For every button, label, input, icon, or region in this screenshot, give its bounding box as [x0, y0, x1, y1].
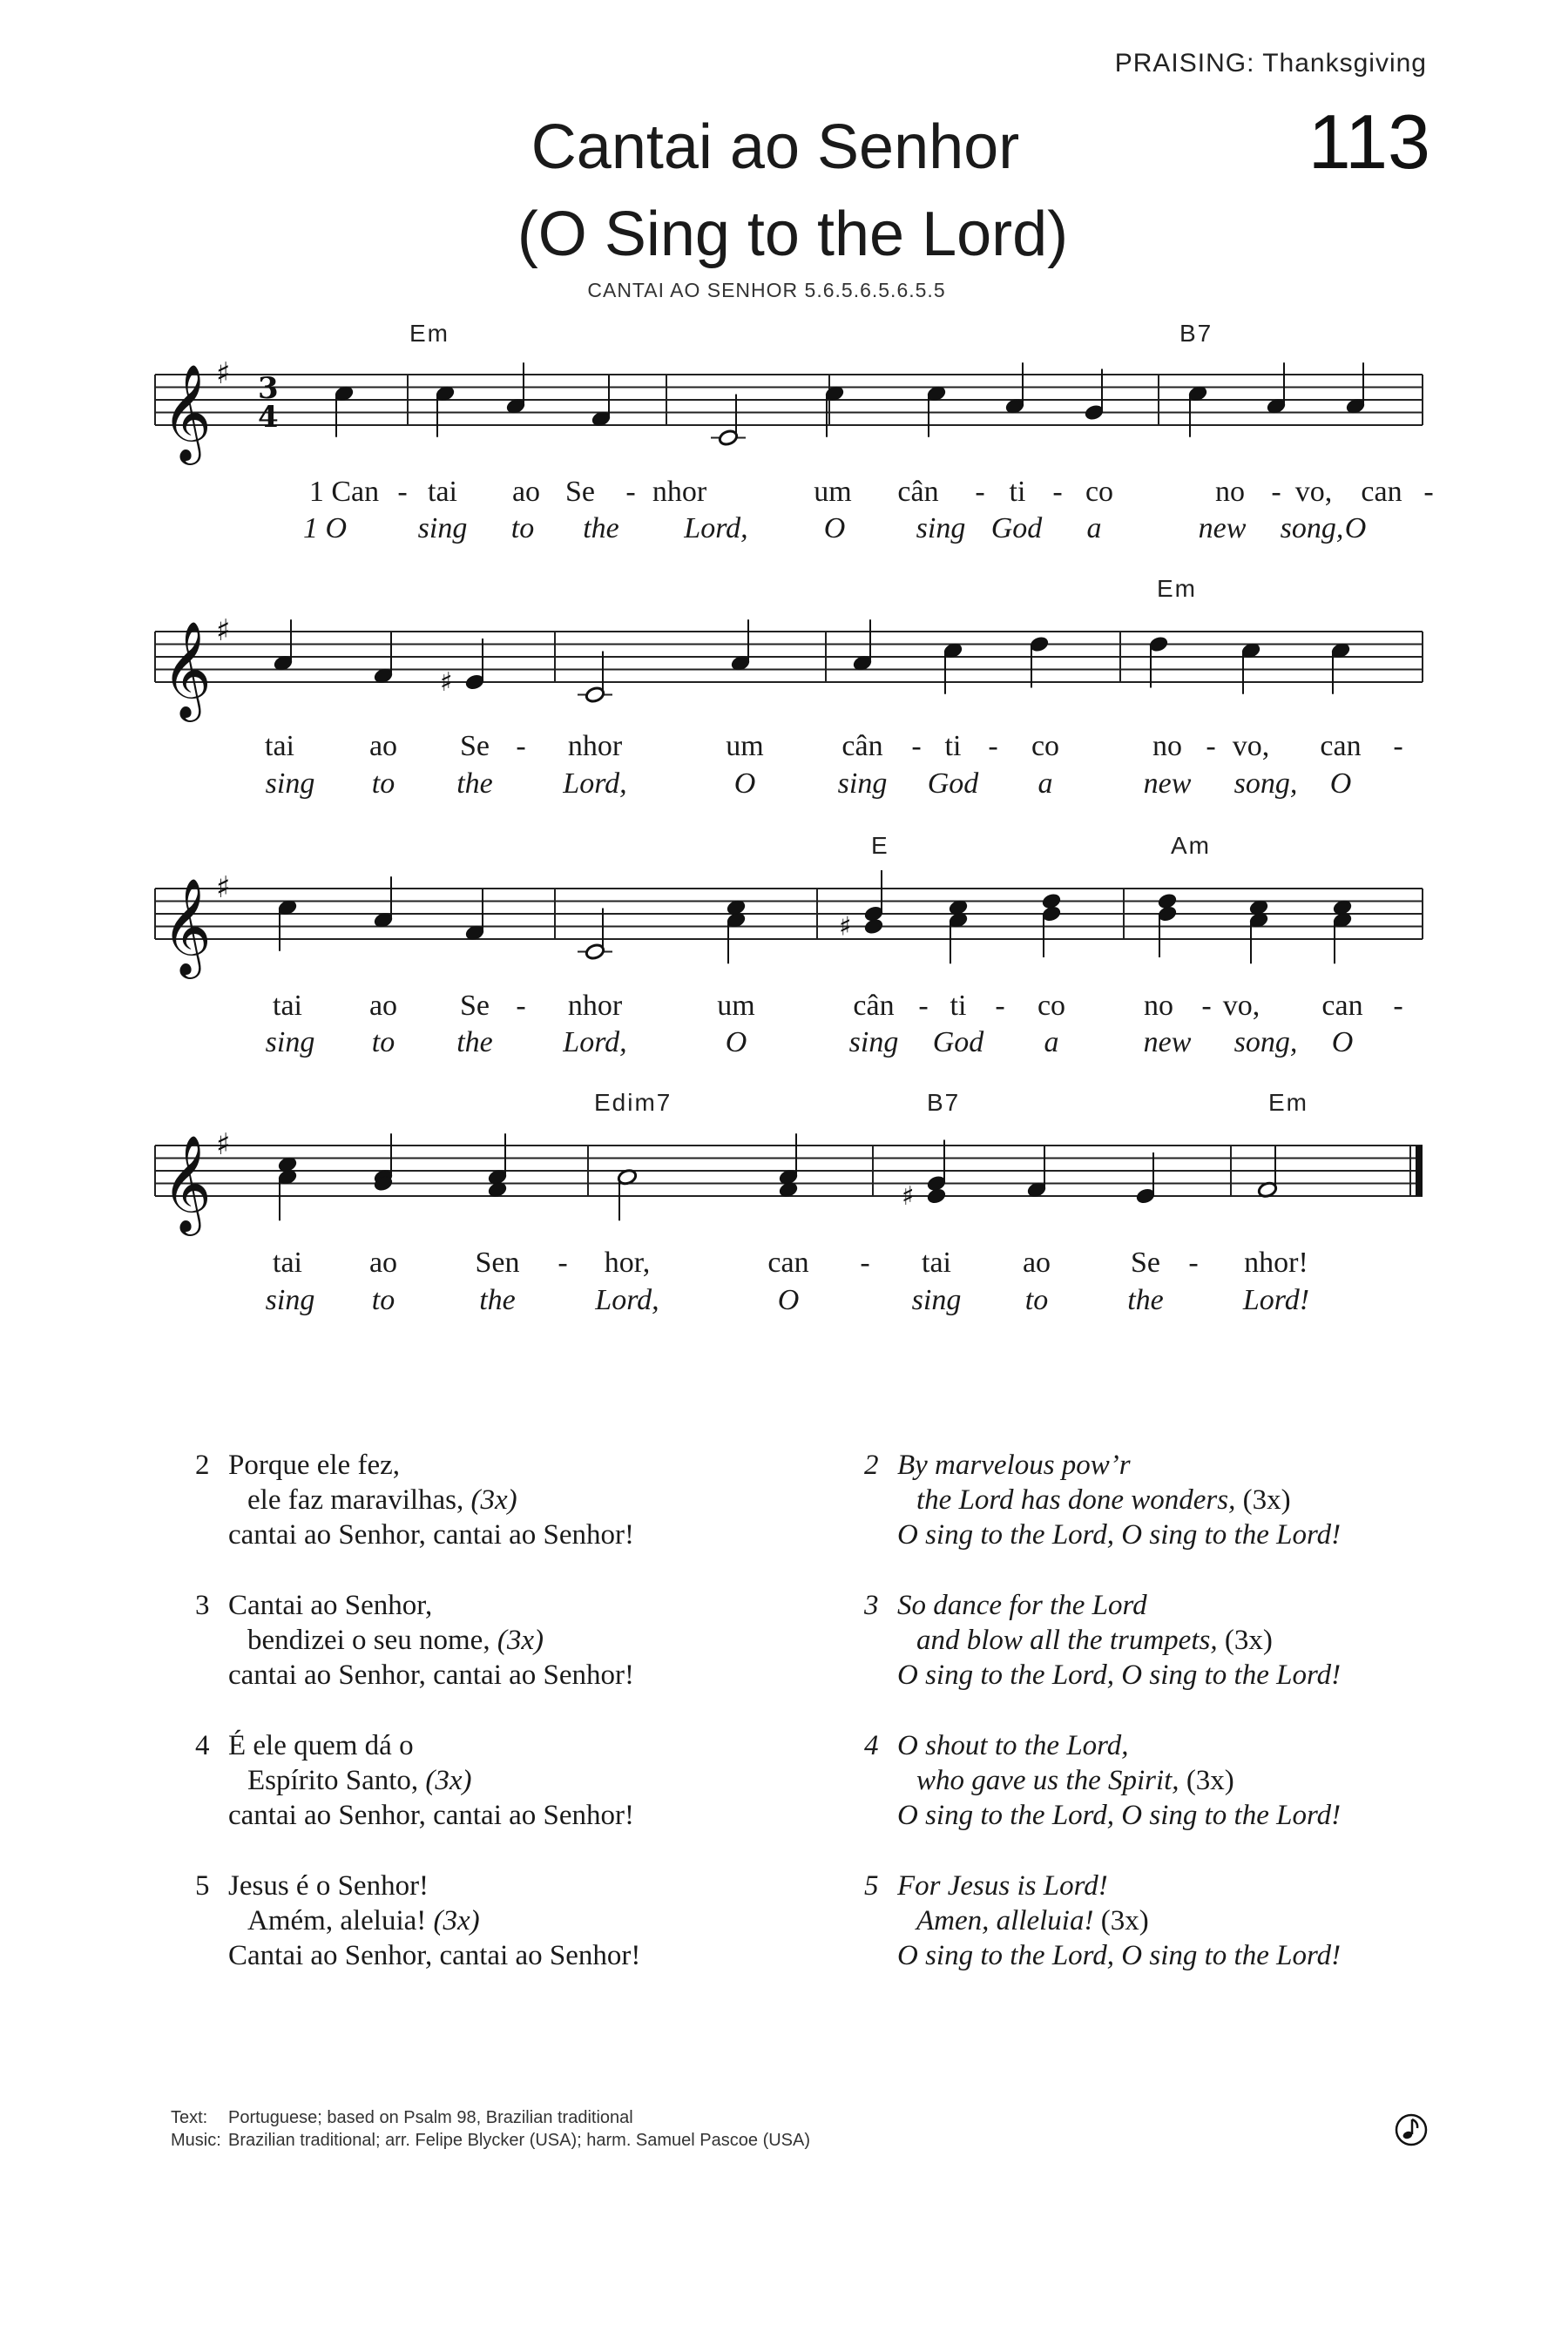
lyric-syllable-portuguese: vo, [1222, 990, 1260, 1022]
lyric-syllable-portuguese: can [1320, 730, 1362, 762]
lyric-syllable-portuguese: ti [950, 990, 967, 1022]
stanza-line: ele faz maravilhas, (3x) [247, 1484, 517, 1516]
lyric-syllable-portuguese: nhor [652, 476, 707, 508]
lyric-syllable-portuguese: - [860, 1247, 870, 1279]
credit-music-label: Music: [171, 2131, 221, 2150]
lyric-syllable-portuguese: Se [565, 476, 595, 508]
chord-symbol: Em [1268, 1089, 1308, 1116]
lyric-syllable-portuguese: nhor! [1244, 1247, 1308, 1279]
lyric-syllable-portuguese: ao [511, 476, 541, 508]
lyric-syllable-portuguese: vo, [1294, 476, 1333, 508]
stanza-line: bendizei o seu nome, (3x) [247, 1625, 544, 1656]
hymn-title-portuguese: Cantai ao Senhor [531, 112, 1020, 182]
chord-symbol: B7 [1179, 320, 1213, 347]
lyric-syllable-portuguese: um [726, 730, 764, 762]
lyric-syllable-portuguese: - [911, 730, 922, 762]
lyric-syllable-english: O [1329, 767, 1352, 800]
lyric-syllable-english: sing [837, 767, 888, 800]
lyric-syllable-portuguese: - [1423, 476, 1434, 508]
repeat-marker: (3x) [426, 1905, 480, 1936]
lyric-syllable-portuguese: - [516, 990, 526, 1022]
stanza-line: cantai ao Senhor, cantai ao Senhor! [228, 1659, 634, 1691]
key-signature-sharp-icon: ♯ [216, 870, 231, 905]
stanza-number: 5 [864, 1870, 879, 1902]
audio-recording-icon [1394, 2112, 1429, 2147]
lyric-syllable-english: God [927, 767, 979, 800]
lyric-syllable-portuguese: tai [428, 476, 457, 508]
stanza-line: Amen, alleluia! (3x) [916, 1905, 1149, 1936]
lyric-syllable-portuguese: Sen [475, 1247, 520, 1279]
lyric-syllable-english: the [456, 1026, 493, 1058]
credits [171, 2106, 810, 2152]
stanza-line: Amém, aleluia! (3x) [247, 1905, 480, 1936]
lyric-syllable-portuguese: tai [265, 730, 294, 762]
lyric-syllable-portuguese: - [1201, 990, 1212, 1022]
lyric-syllable-english: a [1086, 512, 1102, 544]
stanza-line: For Jesus is Lord! [897, 1870, 1108, 1902]
stanza-number: 4 [195, 1730, 210, 1761]
stanza-line: O sing to the Lord, O sing to the Lord! [897, 1519, 1342, 1551]
note-head [863, 917, 884, 935]
final-barline-thick [1416, 1146, 1423, 1196]
sharp-accidental-icon: ♯ [902, 1181, 915, 1212]
repeat-marker: (3x) [1179, 1765, 1234, 1796]
lyric-syllable-portuguese: - [1393, 990, 1403, 1022]
lyric-syllable-portuguese: cân [841, 730, 883, 762]
lyric-syllable-portuguese: co [1037, 990, 1066, 1022]
lyric-syllable-portuguese: - [975, 476, 985, 508]
lyric-syllable-portuguese: cân [853, 990, 895, 1022]
lyric-syllable-portuguese: nhor [567, 730, 623, 762]
lyric-syllable-english: to [371, 1026, 395, 1058]
credit-text-line [171, 2106, 810, 2129]
lyric-syllable-english: the [479, 1284, 516, 1316]
stanza-line: O sing to the Lord, O sing to the Lord! [897, 1659, 1342, 1691]
lyric-syllable-portuguese: Se [1131, 1247, 1160, 1279]
lyric-syllable-english: song, [1280, 512, 1344, 544]
lyric-syllable-portuguese: tai [273, 990, 302, 1022]
repeat-marker: (3x) [490, 1625, 544, 1656]
lyric-syllable-portuguese: um [814, 476, 852, 508]
lyric-syllable-portuguese: - [1052, 476, 1063, 508]
stanza-line: Porque ele fez, [228, 1450, 400, 1481]
sharp-accidental-icon: ♯ [440, 667, 453, 698]
lyric-syllable-english: to [510, 512, 535, 544]
key-signature-sharp-icon: ♯ [216, 1127, 231, 1162]
lyric-syllable-portuguese: tai [922, 1247, 951, 1279]
lyric-syllable-portuguese: ao [368, 990, 398, 1022]
credit-text-label: Text: [171, 2108, 208, 2127]
lyric-syllable-portuguese: no [1152, 730, 1182, 762]
lyric-syllable-portuguese: um [717, 990, 755, 1022]
treble-clef-icon: 𝄞 [162, 620, 212, 718]
lyric-syllable-portuguese: - [1188, 1247, 1199, 1279]
stanza-line: who gave us the Spirit, (3x) [916, 1765, 1234, 1796]
lyric-syllable-english: to [371, 767, 395, 800]
lyric-syllable-english: the [583, 512, 619, 544]
stanza-line: O shout to the Lord, [897, 1730, 1129, 1761]
treble-clef-icon: 𝄞 [162, 363, 212, 461]
lyric-syllable-portuguese: - [988, 730, 998, 762]
stanza-line: É ele quem dá o [228, 1730, 414, 1761]
time-signature-bottom: 4 [258, 400, 279, 435]
stanza-number: 3 [195, 1590, 210, 1621]
lyric-syllable-portuguese: ti [944, 730, 962, 762]
hymn-number: 113 [1308, 98, 1430, 185]
time-signature-top: 3 [258, 371, 279, 406]
lyric-syllable-english: Lord! [1242, 1284, 1310, 1316]
lyric-syllable-portuguese: ti [1009, 476, 1026, 508]
lyric-syllable-portuguese: ao [368, 730, 398, 762]
lyric-syllable-portuguese: can [1361, 476, 1402, 508]
stanza-line: Cantai ao Senhor, cantai ao Senhor! [228, 1940, 641, 1971]
lyric-syllable-portuguese: tai [273, 1247, 302, 1279]
lyric-syllable-portuguese: vo, [1232, 730, 1270, 762]
lyric-syllable-english: a [1044, 1026, 1059, 1058]
lyric-syllable-portuguese: no [1215, 476, 1245, 508]
repeat-marker: (3x) [1093, 1905, 1149, 1936]
lyric-syllable-english: the [456, 767, 493, 800]
lyric-syllable-portuguese: no [1144, 990, 1173, 1022]
lyric-syllable-english: new [1143, 767, 1192, 800]
treble-clef-icon: 𝄞 [162, 877, 212, 975]
lyric-syllable-portuguese: - [1206, 730, 1216, 762]
stanza-line: O sing to the Lord, O sing to the Lord! [897, 1800, 1342, 1831]
lyric-syllable-english: O [777, 1284, 800, 1316]
lyric-syllable-portuguese: Se [460, 730, 490, 762]
lyric-syllable-english: 1 O [302, 512, 348, 544]
lyric-syllable-english: O [725, 1026, 747, 1058]
stanza-number: 5 [195, 1870, 210, 1902]
lyric-syllable-english: to [1024, 1284, 1049, 1316]
lyric-syllable-portuguese: ao [1022, 1247, 1051, 1279]
lyric-syllable-portuguese: - [918, 990, 929, 1022]
lyric-syllable-english: sing [911, 1284, 962, 1316]
lyric-syllable-portuguese: - [1271, 476, 1281, 508]
lyric-syllable-portuguese: co [1031, 730, 1060, 762]
lyric-syllable-english: God [990, 512, 1043, 544]
lyric-syllable-portuguese: Se [460, 990, 490, 1022]
stanza-number: 2 [195, 1450, 210, 1481]
credit-text: Portuguese; based on Psalm 98, Brazilian traditional [228, 2108, 633, 2127]
lyric-syllable-portuguese: can [767, 1247, 809, 1279]
lyric-syllable-portuguese: co [1085, 476, 1114, 508]
repeat-marker: (3x) [418, 1765, 472, 1796]
section-heading: PRAISING: Thanksgiving [1114, 49, 1427, 78]
lyric-syllable-portuguese: - [558, 1247, 568, 1279]
repeat-marker: (3x) [1235, 1484, 1291, 1516]
lyric-syllable-english: sing [265, 1026, 315, 1058]
stanza-line: Jesus é o Senhor! [228, 1870, 429, 1902]
stanza-line: cantai ao Senhor, cantai ao Senhor! [228, 1800, 634, 1831]
key-signature-sharp-icon: ♯ [216, 356, 231, 391]
stanza-line: So dance for the Lord [897, 1590, 1147, 1621]
stanza-line: Espírito Santo, (3x) [247, 1765, 472, 1796]
lyric-syllable-english: sing [265, 1284, 315, 1316]
stanza-line: cantai ao Senhor, cantai ao Senhor! [228, 1519, 634, 1551]
stanza-number: 2 [864, 1450, 879, 1481]
lyric-syllable-english: sing [848, 1026, 899, 1058]
lyric-syllable-english: song, [1233, 767, 1298, 800]
chord-symbol: Em [409, 320, 449, 347]
lyric-syllable-english: Lord, [684, 512, 748, 544]
lyric-syllable-english: new [1198, 512, 1247, 544]
lyric-syllable-english: sing [265, 767, 315, 800]
lyric-syllable-portuguese: ao [368, 1247, 398, 1279]
lyric-syllable-english: sing [916, 512, 966, 544]
lyric-syllable-english: the [1127, 1284, 1164, 1316]
lyric-syllable-english: O [1331, 1026, 1354, 1058]
lyric-syllable-portuguese: - [1393, 730, 1403, 762]
repeat-marker: (3x) [463, 1484, 517, 1516]
stanza-line: the Lord has done wonders, (3x) [916, 1484, 1291, 1516]
lyric-syllable-english: Lord, [563, 767, 627, 800]
lyric-syllable-english: to [371, 1284, 395, 1316]
chord-symbol: Em [1157, 575, 1197, 602]
stanza-line: O sing to the Lord, O sing to the Lord! [897, 1940, 1342, 1971]
note-head [926, 1187, 947, 1205]
hymn-title-english: (O Sing to the Lord) [517, 199, 1069, 269]
lyric-syllable-portuguese: hor, [604, 1247, 651, 1279]
lyric-syllable-portuguese: nhor [567, 990, 623, 1022]
stanza-number: 4 [864, 1730, 879, 1761]
lyric-syllable-portuguese: 1 Can [308, 476, 380, 508]
stanza-line: Cantai ao Senhor, [228, 1590, 433, 1621]
chord-symbol: B7 [927, 1089, 961, 1116]
lyric-syllable-portuguese: - [995, 990, 1005, 1022]
sharp-accidental-icon: ♯ [839, 911, 852, 943]
tune-name-meter: CANTAI AO SENHOR 5.6.5.6.5.6.5.5 [587, 279, 946, 301]
lyric-syllable-portuguese: - [625, 476, 636, 508]
lyric-syllable-english: O [1344, 512, 1367, 544]
lyric-syllable-english: sing [417, 512, 468, 544]
lyric-syllable-portuguese: cân [897, 476, 939, 508]
lyric-syllable-portuguese: can [1321, 990, 1363, 1022]
lyric-syllable-english: new [1143, 1026, 1192, 1058]
lyric-syllable-english: O [823, 512, 846, 544]
stanza-number: 3 [864, 1590, 879, 1621]
credit-music-line [171, 2129, 810, 2152]
chord-symbol: Am [1171, 832, 1211, 859]
credit-music: Brazilian traditional; arr. Felipe Blycker (USA); harm. Samuel Pascoe (USA) [228, 2131, 811, 2150]
lyric-syllable-portuguese: - [397, 476, 408, 508]
lyric-syllable-english: Lord, [595, 1284, 659, 1316]
lyric-syllable-english: God [932, 1026, 984, 1058]
lyric-syllable-english: a [1037, 767, 1053, 800]
lyric-syllable-english: song, [1233, 1026, 1298, 1058]
lyric-syllable-portuguese: - [516, 730, 526, 762]
chord-symbol: E [871, 832, 889, 859]
chord-symbol: Edim7 [594, 1089, 672, 1116]
treble-clef-icon: 𝄞 [162, 1134, 212, 1232]
stanza-line: and blow all the trumpets, (3x) [916, 1625, 1273, 1656]
key-signature-sharp-icon: ♯ [216, 613, 231, 648]
repeat-marker: (3x) [1217, 1625, 1273, 1656]
lyric-syllable-english: Lord, [563, 1026, 627, 1058]
stanza-line: By marvelous pow’r [897, 1450, 1131, 1481]
lyric-syllable-english: O [733, 767, 756, 800]
